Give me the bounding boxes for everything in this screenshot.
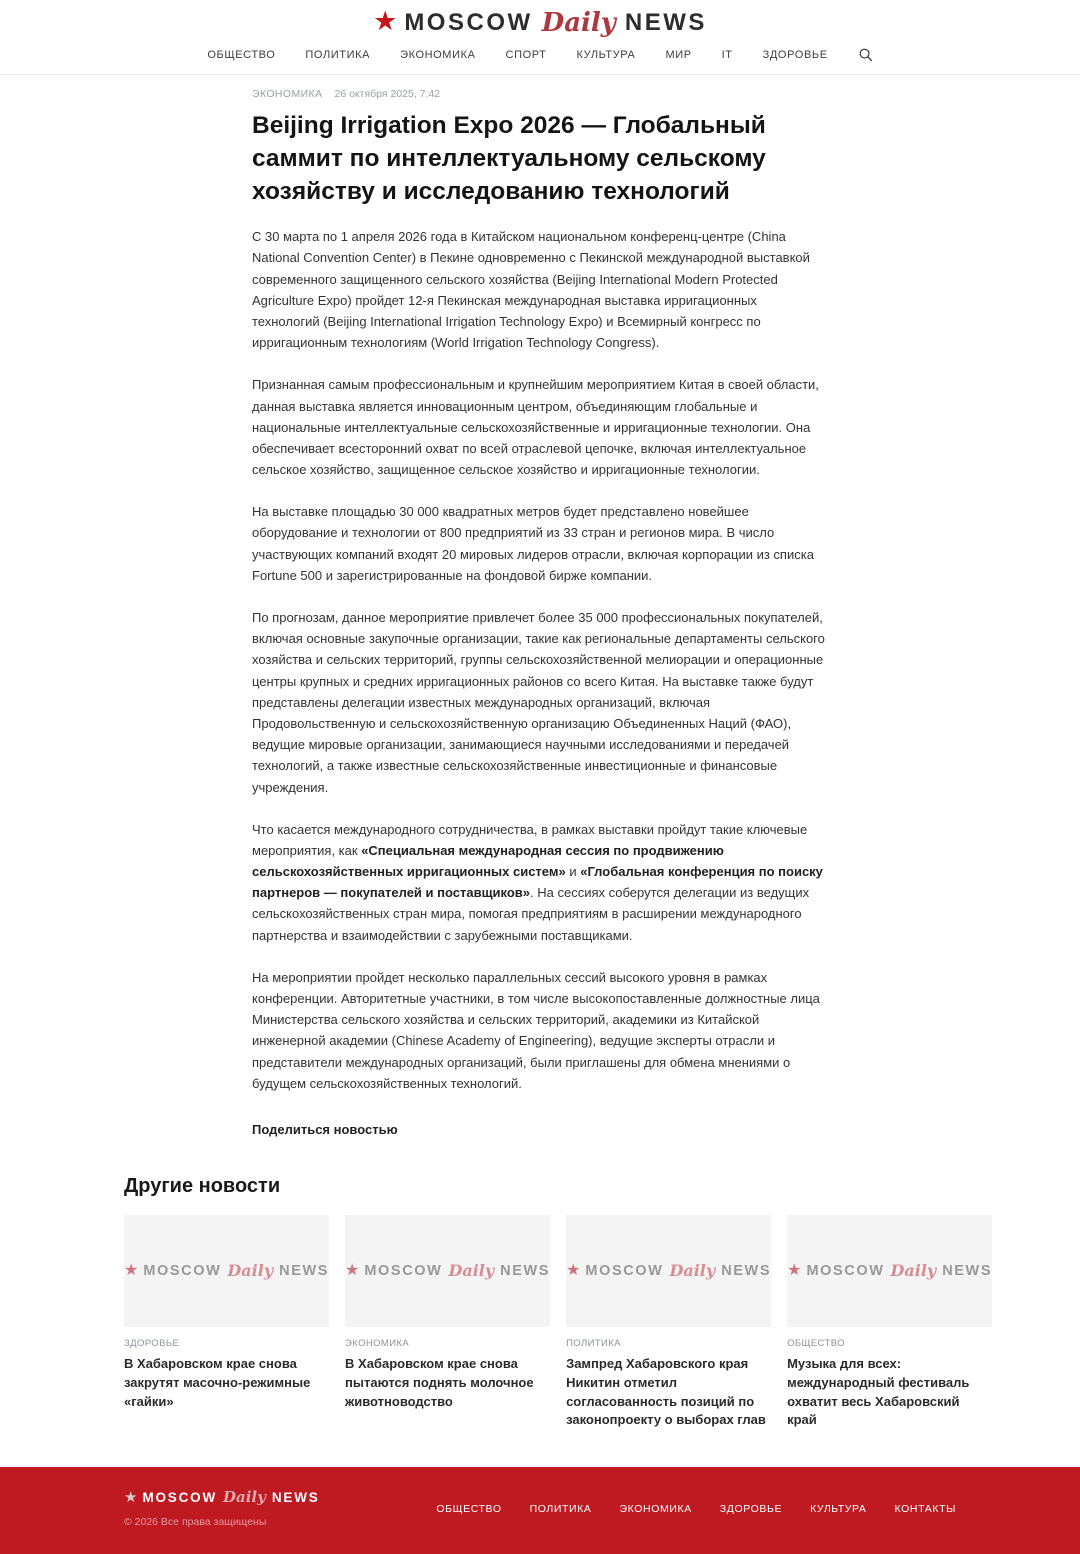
star-icon: ★ — [345, 1261, 360, 1279]
news-card-placeholder-image — [566, 1215, 771, 1327]
faded-brand-logo: ★ MOSCOW Daily NEWS — [566, 1260, 772, 1280]
news-card[interactable] — [345, 1215, 550, 1430]
share-news-label: Поделиться новостью — [252, 1121, 398, 1137]
article-category[interactable]: ЭКОНОМИКА — [252, 88, 323, 100]
article-paragraph: С 30 марта по 1 апреля 2026 года в Китайском национальном конференц-центре (China National Convention Center) в Пекине одновременно с Пекинской международной выставкой современного защищенного сельского хозяйства (Beijing International Modern Protected Agriculture Expo) пройдет 12-я Пекинская международная выставка ирригационных технологий (Beijing International Irrigation Technology Expo) и Всемирный конгресс по ирригационным технологиям (World Irrigation Technology Congress). — [252, 229, 810, 351]
faded-brand-logo: ★ MOSCOW Daily NEWS — [345, 1260, 551, 1280]
footer-nav — [436, 1503, 956, 1515]
news-card-placeholder-image — [124, 1215, 329, 1327]
article — [252, 75, 828, 1137]
nav-item-society[interactable]: ОБЩЕСТВО — [207, 48, 276, 61]
nav-item-health[interactable]: ЗДОРОВЬЕ — [762, 48, 828, 61]
star-icon: ★ — [373, 6, 398, 36]
news-card[interactable] — [566, 1215, 771, 1430]
other-news-section — [124, 1174, 993, 1430]
paragraph-text: . На сессиях соберутся делегации из ведущих сельскохозяйственных стран мира, помогая предприятиям в расширении международного партнерства и взаимодействии с зарубежными поставщиками. — [252, 885, 810, 943]
other-news-heading: Другие новости — [124, 1174, 281, 1197]
nav-item-sport[interactable]: СПОРТ — [505, 48, 547, 61]
site-footer — [0, 1467, 1080, 1554]
news-card-title: Зампред Хабаровского края Никитин отметил согласованность позиций по законопроекту о выборах глав — [566, 1355, 766, 1428]
nav-item-economy[interactable]: ЭКОНОМИКА — [400, 48, 476, 61]
footer-nav-contacts[interactable]: КОНТАКТЫ — [894, 1502, 956, 1515]
footer-nav-economy[interactable]: ЭКОНОМИКА — [619, 1502, 692, 1515]
article-paragraph: Признанная самым профессиональным и крупнейшим мероприятием Китая в своей области, данная выставка является инновационным центром, объединяющим глобальные и национальные интеллектуальные сельскохозяйственные и ирригационные технологии. Она обеспечивает всесторонний охват по всей отраслевой цепочке, включая интеллектуальное сельское хозяйство, защищенное сельское хозяйство и ирригационные технологии. — [252, 377, 819, 478]
news-card[interactable] — [124, 1215, 329, 1430]
site-logo[interactable] — [373, 6, 707, 38]
copyright-text: © 2026 Все права защищены — [124, 1516, 267, 1529]
news-card-placeholder-image — [345, 1215, 550, 1327]
news-card-category: ЗДОРОВЬЕ — [124, 1337, 180, 1349]
star-icon: ★ — [124, 1489, 138, 1507]
article-title: Beijing Irrigation Expo 2026 — Глобальный саммит по интеллектуальному сельскому хозяйству и исследованию технологий — [252, 112, 766, 206]
star-icon: ★ — [787, 1261, 802, 1279]
article-paragraph: По прогнозам, данное мероприятие привлечет более 35 000 профессиональных покупателей, включая основные закупочные организации, такие как региональные департаменты сельского хозяйства и сельских территорий, группы сельскохозяйственной мелиорации и операционные центры крупных и средних ирригационных районов со всего Китая. На выставке также будут представлены делегации известных международных организаций, включая Продовольственную и сельскохозяйственную организацию Объединенных Наций (ФАО), ведущие мировые организации, занимающиеся научными исследованиями и передачей технологий, а также известные сельскохозяйственные инвестиционные и финансовые учреждения. — [252, 610, 825, 795]
article-paragraph — [252, 819, 828, 946]
news-card[interactable] — [787, 1215, 992, 1430]
event-name-bold: «Глобальная конференция по поиску партнеров — покупателей и поставщиков» — [252, 864, 823, 901]
news-card-category: ЭКОНОМИКА — [345, 1337, 410, 1349]
news-card-title: В Хабаровском крае снова закрутят масочно-режимные «гайки» — [124, 1355, 311, 1409]
nav-item-world[interactable]: МИР — [665, 48, 692, 61]
nav-item-culture[interactable]: КУЛЬТУРА — [576, 48, 636, 61]
event-name-bold: «Специальная международная сессия по продвижению сельскохозяйственных ирригационных систем» — [252, 842, 724, 880]
footer-nav-society[interactable]: ОБЩЕСТВО — [436, 1502, 502, 1515]
logo-word-moscow: MOSCOW — [404, 8, 533, 36]
footer-nav-health[interactable]: ЗДОРОВЬЕ — [719, 1502, 783, 1515]
nav-item-politics[interactable]: ПОЛИТИКА — [305, 48, 371, 61]
star-icon: ★ — [124, 1261, 139, 1279]
footer-brand — [124, 1489, 320, 1528]
news-cards — [124, 1215, 993, 1430]
logo-word-news: NEWS — [624, 8, 707, 36]
news-card-title: Музыка для всех: международный фестиваль охватит весь Хабаровский край — [787, 1355, 970, 1428]
paragraph-text: Что касается международного сотрудничества, в рамках выставки пройдут такие ключевые мероприятия, как — [252, 821, 808, 858]
news-card-category: ПОЛИТИКА — [566, 1337, 621, 1349]
footer-logo[interactable]: ★ MOSCOW Daily NEWS — [124, 1488, 320, 1507]
news-card-placeholder-image — [787, 1215, 992, 1327]
star-icon: ★ — [566, 1261, 581, 1279]
search-icon[interactable] — [858, 47, 873, 62]
footer-nav-politics[interactable]: ПОЛИТИКА — [529, 1502, 592, 1515]
faded-brand-logo: ★ MOSCOW Daily NEWS — [124, 1260, 330, 1280]
article-date: 26 октября 2025, 7:42 — [334, 88, 441, 100]
news-card-category: ОБЩЕСТВО — [787, 1337, 845, 1349]
footer-nav-culture[interactable]: КУЛЬТУРА — [810, 1502, 867, 1515]
site-header — [0, 0, 1080, 75]
paragraph-text: и — [565, 864, 581, 880]
article-paragraph: На мероприятии пройдет несколько параллельных сессий высокого уровня в рамках конференции. Авторитетные участники, в том числе высокопоставленные должностные лица Министерства сельского хозяйства и сельских территорий, академики из Китайской инженерной академии (Chinese Academy of Engineering), ведущие эксперты отрасли и представители международных организаций, были приглашены для обмена мнениями о будущем сельскохозяйственных технологий. — [252, 969, 820, 1091]
faded-brand-logo: ★ MOSCOW Daily NEWS — [787, 1260, 993, 1280]
nav-item-it[interactable]: IT — [721, 48, 733, 61]
article-meta — [252, 88, 828, 100]
article-paragraph: На выставке площадью 30 000 квадратных метров будет представлено новейшее оборудование и технологии от 800 предприятий из 33 стран и регионов мира. В число участвующих компаний входят 20 мировых лидеров отрасли, включая корпорации из списка Fortune 500 и зарегистрированные на фондовой бирже компании. — [252, 504, 814, 583]
main-nav — [0, 47, 1080, 62]
logo-word-daily: Daily — [541, 7, 616, 38]
news-card-title: В Хабаровском крае снова пытаются поднять молочное животноводство — [345, 1355, 534, 1409]
